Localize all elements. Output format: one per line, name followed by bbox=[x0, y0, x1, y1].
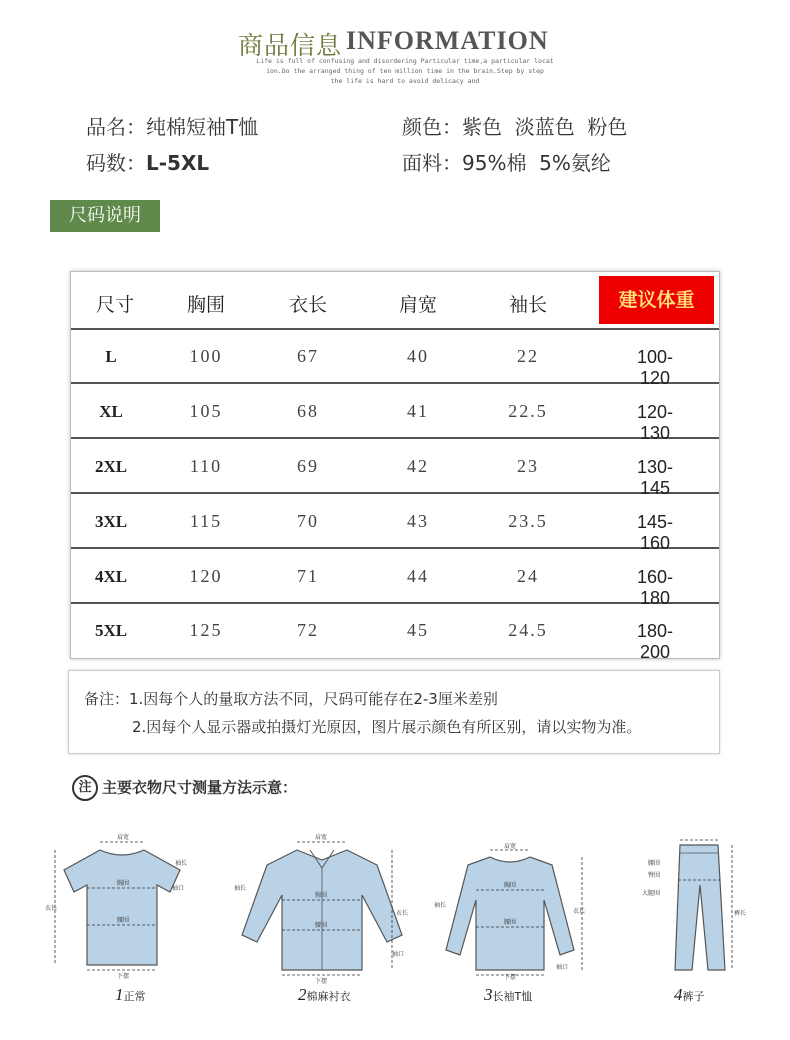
header-recommended-weight: 建议体重 bbox=[599, 276, 714, 324]
table-cell: 100 bbox=[189, 346, 223, 366]
table-cell: 42 bbox=[407, 456, 429, 476]
title-en: INFORMATION bbox=[346, 26, 549, 55]
table-cell: 4XL bbox=[94, 567, 128, 586]
fabric-value: 95%棉 5%氨纶 bbox=[462, 151, 611, 175]
label-chest: 胸围 bbox=[117, 880, 130, 887]
label-cuff: 袖口 bbox=[172, 885, 185, 892]
caption-3 bbox=[484, 985, 532, 1005]
caption-2 bbox=[298, 985, 351, 1005]
section-tag-size-guide: 尺码说明 bbox=[50, 200, 160, 232]
table-cell: 69 bbox=[297, 456, 319, 476]
table-cell: 67 bbox=[297, 346, 319, 366]
table-cell: L bbox=[105, 347, 117, 366]
pants-diagram bbox=[640, 835, 750, 980]
table-divider bbox=[71, 492, 719, 494]
table-divider bbox=[71, 382, 719, 384]
header-chest: 胸围 bbox=[186, 294, 226, 316]
table-cell: 22 bbox=[517, 346, 539, 366]
label-pant-length: 裤长 bbox=[734, 910, 747, 917]
label-length: 衣长 bbox=[45, 905, 58, 912]
table-cell: 5XL bbox=[94, 621, 128, 640]
table-cell: 45 bbox=[407, 620, 429, 640]
table-cell: 43 bbox=[407, 511, 429, 531]
header-sleeve: 袖长 bbox=[508, 294, 548, 316]
caption-3-text: 长袖T恤 bbox=[492, 990, 533, 1003]
table-cell: 68 bbox=[297, 401, 319, 421]
label-sleeve: 袖长 bbox=[434, 902, 447, 909]
table-cell: 120 bbox=[189, 566, 223, 586]
table-cell: 24.5 bbox=[508, 620, 548, 640]
label-sleeve: 袖长 bbox=[175, 860, 188, 867]
caption-2-num: 2 bbox=[298, 985, 307, 1004]
table-cell: 110 bbox=[189, 456, 223, 476]
table-cell: 120-130 bbox=[636, 402, 674, 443]
label-cuff: 袖口 bbox=[392, 951, 405, 958]
tagline-line-1: Life is full of confusing and disordering Particular time,a particular locat bbox=[256, 57, 554, 65]
table-cell: 130-145 bbox=[636, 457, 674, 498]
label-hem: 下摆 bbox=[315, 978, 328, 985]
table-cell: 3XL bbox=[94, 512, 128, 531]
table-divider bbox=[71, 328, 719, 330]
note-circle-icon: 注 bbox=[72, 775, 98, 801]
color-label: 颜色： bbox=[402, 115, 462, 139]
label-length: 衣长 bbox=[396, 910, 409, 917]
product-fabric bbox=[402, 147, 611, 176]
table-cell: 44 bbox=[407, 566, 429, 586]
header-length: 衣长 bbox=[288, 294, 328, 316]
caption-4-text: 裤子 bbox=[682, 990, 705, 1003]
table-divider bbox=[71, 437, 719, 439]
label-hip: 臀围 bbox=[648, 872, 661, 879]
label-waist: 腰围 bbox=[315, 922, 328, 929]
caption-4 bbox=[674, 985, 705, 1005]
table-cell: 105 bbox=[189, 401, 223, 421]
title-cn: 商品信息 bbox=[238, 31, 343, 60]
header-shoulder: 肩宽 bbox=[398, 294, 438, 316]
note-line-1: 备注：1.因每个人的量取方法不同，尺码可能存在2-3厘米差别 bbox=[84, 690, 498, 708]
table-cell: 2XL bbox=[94, 457, 128, 476]
table-cell: 160-180 bbox=[636, 567, 674, 608]
label-chest: 胸围 bbox=[315, 892, 328, 899]
tshirt-diagram bbox=[45, 830, 200, 980]
table-cell: 24 bbox=[517, 566, 539, 586]
label-hem: 下摆 bbox=[504, 974, 517, 981]
product-name-value: 纯棉短袖T恤 bbox=[146, 115, 259, 139]
table-cell: 41 bbox=[407, 401, 429, 421]
size-value: L-5XL bbox=[146, 151, 210, 175]
product-name-label: 品名： bbox=[86, 115, 146, 139]
table-cell: 23.5 bbox=[508, 511, 548, 531]
longsleeve-diagram bbox=[432, 845, 592, 980]
label-shoulder: 肩宽 bbox=[117, 834, 130, 841]
size-label: 码数： bbox=[86, 151, 146, 175]
tagline-line-3: the life is hard to avoid delicacy and bbox=[330, 77, 480, 85]
label-shoulder: 肩宽 bbox=[504, 843, 517, 850]
table-cell: 145-160 bbox=[636, 512, 674, 553]
label-shoulder: 肩宽 bbox=[315, 834, 328, 841]
table-cell: 180-200 bbox=[636, 621, 674, 662]
measure-title-text: 主要衣物尺寸测量方法示意： bbox=[102, 778, 298, 797]
caption-4-num: 4 bbox=[674, 985, 683, 1004]
table-divider bbox=[71, 547, 719, 549]
size-table bbox=[70, 271, 720, 662]
caption-2-text: 棉麻衬衣 bbox=[306, 990, 351, 1003]
caption-1-text: 正常 bbox=[123, 990, 146, 1003]
note-line-2: 2.因每个人显示器或拍摄灯光原因，图片展示颜色有所区别，请以实物为准。 bbox=[132, 718, 642, 736]
table-cell: 100-120 bbox=[636, 347, 674, 388]
table-cell: 72 bbox=[297, 620, 319, 640]
label-thigh: 大腿围 bbox=[642, 890, 661, 897]
table-cell: 40 bbox=[407, 346, 429, 366]
label-chest: 胸围 bbox=[504, 882, 517, 889]
label-sleeve: 袖长 bbox=[234, 885, 247, 892]
label-hem: 下摆 bbox=[117, 973, 130, 980]
shirt-diagram bbox=[232, 830, 412, 985]
product-color bbox=[402, 111, 627, 140]
fabric-label: 面料： bbox=[402, 151, 462, 175]
table-cell: 71 bbox=[297, 566, 319, 586]
caption-3-num: 3 bbox=[484, 985, 493, 1004]
table-cell: 70 bbox=[297, 511, 319, 531]
caption-1 bbox=[115, 985, 146, 1005]
product-size bbox=[86, 147, 209, 176]
table-cell: 22.5 bbox=[508, 401, 548, 421]
measure-title bbox=[72, 775, 297, 801]
table-cell: XL bbox=[99, 402, 123, 421]
product-name bbox=[86, 111, 258, 140]
table-divider bbox=[71, 602, 719, 604]
label-cuff: 袖口 bbox=[556, 964, 569, 971]
tagline-line-2: ion.Do the arranged thing of ten million time in the brain.Step by step bbox=[266, 67, 544, 75]
label-waist: 腰围 bbox=[504, 919, 517, 926]
table-cell: 23 bbox=[517, 456, 539, 476]
label-length: 衣长 bbox=[573, 908, 586, 915]
caption-1-num: 1 bbox=[115, 985, 124, 1004]
notes-box bbox=[68, 670, 720, 754]
header-size: 尺寸 bbox=[95, 294, 135, 316]
color-value: 紫色 淡蓝色 粉色 bbox=[462, 115, 628, 139]
table-cell: 125 bbox=[189, 620, 223, 640]
table-cell: 115 bbox=[189, 511, 223, 531]
label-waist2: 腰围 bbox=[648, 860, 661, 867]
label-waist: 腰围 bbox=[117, 917, 130, 924]
